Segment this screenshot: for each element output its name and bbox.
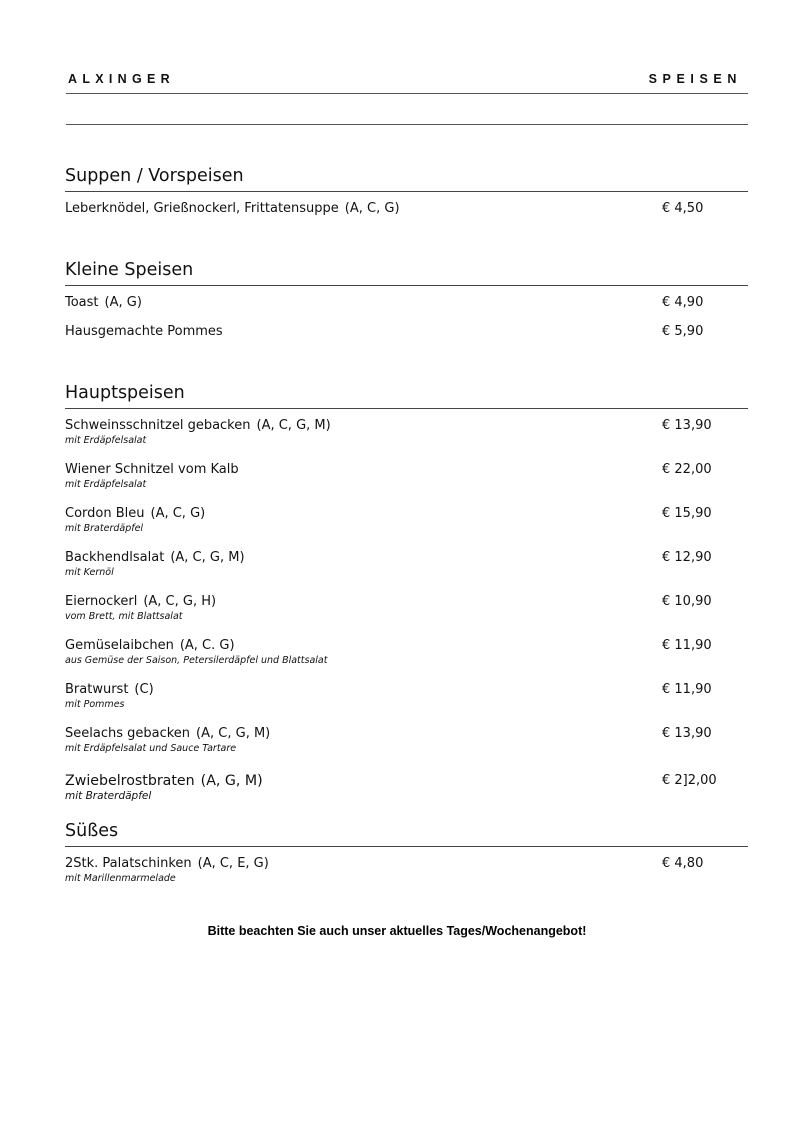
item-name-row <box>65 506 748 522</box>
menu-item <box>65 418 748 447</box>
item-note: mit Erdäpfelsalat und Sauce Tartare <box>65 743 237 754</box>
item-name-row <box>65 462 748 478</box>
item-name: Bratwurst <box>65 682 129 697</box>
item-name: 2Stk. Palatschinken <box>65 856 192 871</box>
item-price: € 22,00 <box>662 462 712 477</box>
item-name-row <box>65 201 748 217</box>
item-allergens: (A, C, G) <box>344 201 400 216</box>
item-note: mit Marillenmarmelade <box>65 873 176 884</box>
menu-item <box>65 726 748 755</box>
item-name-row <box>65 856 748 872</box>
divider-rule <box>66 124 748 125</box>
item-allergens: (A, G, M) <box>200 773 263 789</box>
item-name-row <box>65 726 748 742</box>
item-price: € 11,90 <box>662 682 712 697</box>
item-name: Toast <box>65 295 99 310</box>
item-allergens: (A, C, G, M) <box>170 550 245 565</box>
item-allergens: (A, C, G) <box>150 506 206 521</box>
footer-note: Bitte beachten Sie auch unser aktuelles Tages/Wochenangebot! <box>207 924 587 938</box>
category-title: Kleine Speisen <box>65 260 194 280</box>
item-note: mit Kernöl <box>65 567 114 578</box>
item-name: Eiernockerl <box>65 594 138 609</box>
item-name: Schweinsschnitzel gebacken <box>65 418 251 433</box>
section-title: SPEISEN <box>648 72 742 86</box>
category-rule <box>65 408 748 409</box>
item-note: aus Gemüse der Saison, Petersilerdäpfel und Blattsalat <box>65 655 328 666</box>
item-allergens: (A, C, G, H) <box>143 594 217 609</box>
item-price: € 13,90 <box>662 418 712 433</box>
restaurant-name: ALXINGER <box>68 72 175 86</box>
menu-item <box>65 506 748 535</box>
item-note: mit Erdäpfelsalat <box>65 435 147 446</box>
item-name-row <box>65 550 748 566</box>
menu-item <box>65 295 748 311</box>
item-name: Zwiebelrostbraten <box>65 773 195 789</box>
category-rule <box>65 285 748 286</box>
item-name: Seelachs gebacken <box>65 726 191 741</box>
item-name-row <box>65 638 748 654</box>
item-note: vom Brett, mit Blattsalat <box>65 611 183 622</box>
item-note: mit Braterdäpfel <box>65 790 152 802</box>
category-suesses <box>65 821 748 847</box>
item-name-row <box>65 295 748 311</box>
item-name-row <box>65 594 748 610</box>
item-name-row <box>65 324 748 340</box>
header-rule <box>66 93 748 94</box>
menu-item <box>65 773 748 802</box>
item-price: € 4,80 <box>662 856 704 871</box>
menu-item <box>65 201 748 217</box>
category-rule <box>65 191 748 192</box>
item-allergens: (A, C, E, G) <box>197 856 269 871</box>
item-allergens: (A, G) <box>104 295 142 310</box>
menu-item <box>65 594 748 623</box>
item-price: € 13,90 <box>662 726 712 741</box>
item-price: € 4,50 <box>662 201 704 216</box>
item-price: € 2]2,00 <box>662 773 717 788</box>
item-price: € 5,90 <box>662 324 704 339</box>
menu-item <box>65 462 748 491</box>
menu-item <box>65 638 748 667</box>
item-allergens: (A, C, G, M) <box>196 726 271 741</box>
menu-item <box>65 856 748 885</box>
item-price: € 11,90 <box>662 638 712 653</box>
menu-item <box>65 682 748 711</box>
category-rule <box>65 846 748 847</box>
item-name: Leberknödel, Grießnockerl, Frittatensuppe <box>65 201 339 216</box>
item-name-row <box>65 418 748 434</box>
menu-item <box>65 324 748 340</box>
item-name: Cordon Bleu <box>65 506 145 521</box>
item-price: € 12,90 <box>662 550 712 565</box>
category-suppen <box>65 166 748 192</box>
item-price: € 4,90 <box>662 295 704 310</box>
item-allergens: (C) <box>134 682 154 697</box>
item-name: Wiener Schnitzel vom Kalb <box>65 462 239 477</box>
item-name-row <box>65 773 748 789</box>
item-price: € 10,90 <box>662 594 712 609</box>
item-note: mit Erdäpfelsalat <box>65 479 147 490</box>
item-name: Gemüselaibchen <box>65 638 174 653</box>
item-note: mit Braterdäpfel <box>65 523 144 534</box>
category-haupt <box>65 383 748 409</box>
category-title: Süßes <box>65 821 119 841</box>
category-title: Suppen / Vorspeisen <box>65 166 244 186</box>
item-name-row <box>65 682 748 698</box>
menu-item <box>65 550 748 579</box>
item-note: mit Pommes <box>65 699 125 710</box>
item-allergens: (A, C. G) <box>179 638 235 653</box>
item-name: Hausgemachte Pommes <box>65 324 223 339</box>
category-kleine <box>65 260 748 286</box>
category-title: Hauptspeisen <box>65 383 185 403</box>
item-name: Backhendlsalat <box>65 550 165 565</box>
item-price: € 15,90 <box>662 506 712 521</box>
item-allergens: (A, C, G, M) <box>256 418 331 433</box>
